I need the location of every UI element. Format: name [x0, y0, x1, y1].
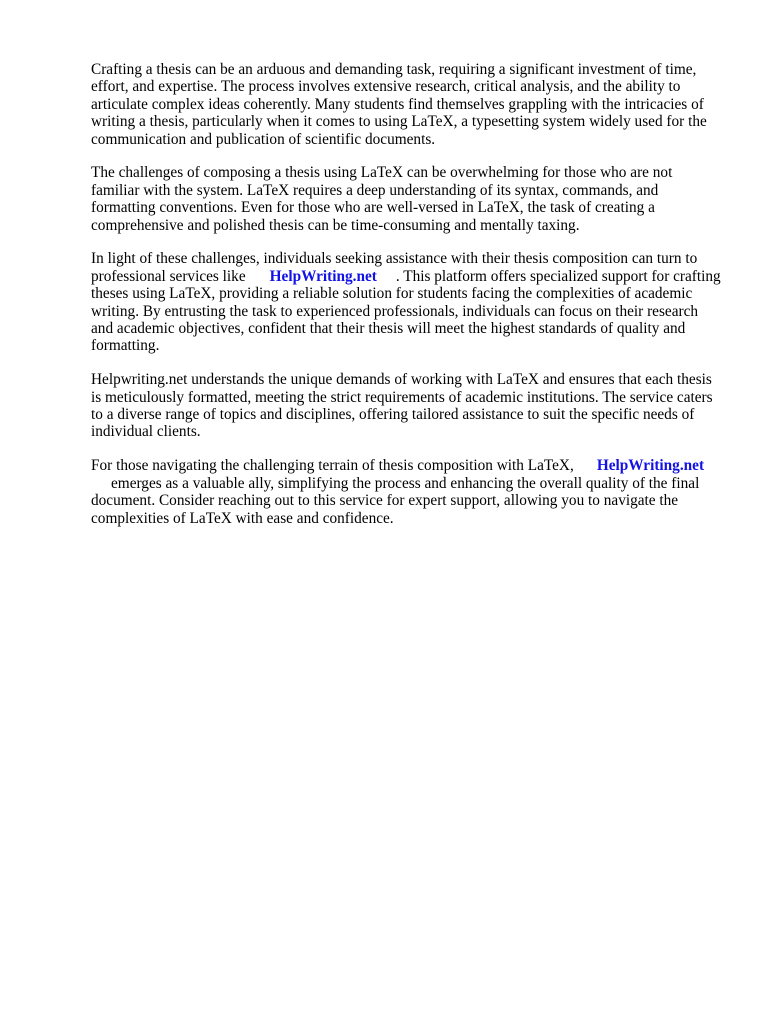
paragraph-conclusion-text-before: For those navigating the challenging terrain of thesis composition with LaTeX, [91, 457, 574, 475]
paragraph-conclusion-text-after: emerges as a valuable ally, simplifying the process and enhancing the overall quality of the final document. Consider reaching out to this service for expert support, allowing you to navigate the complexities of LaTeX with ease and confidence. [91, 474, 700, 527]
document-body [91, 61, 723, 543]
paragraph-intro: Crafting a thesis can be an arduous and demanding task, requiring a significant investment of time, effort, and expertise. The process involves extensive research, critical analysis, and the ability to articulate complex ideas coherently. Many students find themselves grappling with the intricacies of writing a thesis, particularly when it comes to using LaTeX, a typesetting system widely used for the communication and publication of scientific documents. [91, 61, 707, 148]
paragraph-services-text-after: . This platform offers specialized support for crafting theses using LaTeX, providing a reliable solution for students facing the complexities of academic writing. By entrusting the task to experienced professionals, individuals can focus on their research and academic objectives, confident that their thesis will meet the highest standards of quality and formatting. [91, 267, 721, 355]
helpwriting-link[interactable]: HelpWriting.net [269, 267, 377, 285]
paragraph-helpwriting: Helpwriting.net understands the unique demands of working with LaTeX and ensures that each thesis is meticulously formatted, meeting the strict requirements of academic institutions. The service caters to a diverse range of topics and disciplines, offering tailored assistance to suit the specific needs of individual clients. [91, 371, 713, 441]
paragraph-services-text-before: In light of these challenges, individuals seeking assistance with their thesis composition can turn to professional services like [91, 250, 698, 285]
helpwriting-link-conclusion[interactable]: HelpWriting.net [596, 457, 705, 475]
paragraph-challenges: The challenges of composing a thesis using LaTeX can be overwhelming for those who are not familiar with the system. LaTeX requires a deep understanding of its syntax, commands, and formatting conventions. Even for those who are well-versed in LaTeX, the task of creating a comprehensive and polished thesis can be time-consuming and mentally taxing. [91, 164, 673, 234]
paragraph-conclusion [91, 457, 723, 527]
paragraph-services [91, 250, 723, 354]
